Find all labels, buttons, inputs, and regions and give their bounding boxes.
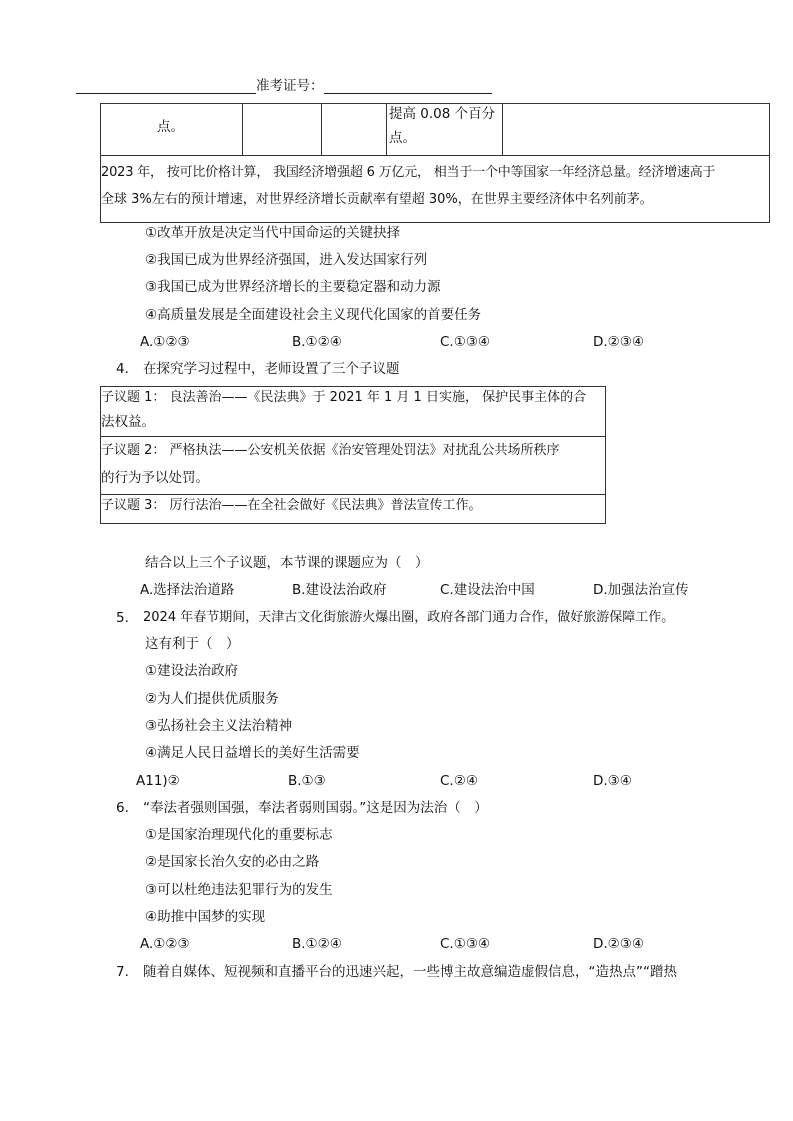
option-b[interactable]: B.建设法治政府: [292, 582, 387, 598]
statement-item: ②是国家长治久安的必由之路: [145, 854, 320, 870]
statement-item: ③可以杜绝违法犯罪行为的发生: [145, 882, 333, 898]
option-c[interactable]: C.①③④: [440, 936, 491, 952]
question-stem: 随着自媒体、短视频和直播平台的迅速兴起，一些博主故意编造虚假信息，“造热点”“蹭热: [143, 964, 677, 980]
sub-topic-3: 子议题 3： 厉行法治——在全社会做好《民法典》普法宣传工作。: [101, 498, 482, 513]
question-stem-cont: 这有利于（ ）: [145, 636, 240, 652]
table-cell-text: 点。: [157, 119, 184, 135]
question-number: 6.: [116, 800, 129, 816]
option-d[interactable]: D.②③④: [593, 334, 644, 350]
sub-topic-2: 子议题 2： 严格执法——公安机关依据《治安管理处罚法》对扰乱公共场所秩序: [101, 443, 560, 458]
question-number: 4.: [116, 361, 129, 377]
option-c[interactable]: C.建设法治中国: [440, 582, 535, 598]
statement-item: ①建设法治政府: [145, 663, 239, 679]
option-a[interactable]: A.选择法治道路: [140, 582, 235, 598]
question-stem: 2024 年春节期间，天津古文化街旅游火爆出圈，政府各部门通力合作，做好旅游保障工作。: [143, 610, 675, 625]
table-cell-text: 提高 0.08 个百分: [389, 106, 496, 122]
option-c[interactable]: C.①③④: [440, 334, 491, 350]
statement-item: ④满足人民日益增长的美好生活需要: [145, 745, 360, 761]
follow-up-question: 结合以上三个子议题，本节课的课题应为（ ）: [145, 555, 429, 571]
option-d[interactable]: D.③④: [593, 773, 632, 789]
option-b[interactable]: B.①②④: [292, 334, 342, 350]
exam-number-label: 准考证号：: [256, 78, 324, 94]
sub-topic-2-cont: 的行为予以处罚。: [101, 470, 209, 486]
question-number: 5.: [116, 610, 129, 626]
name-blank: [76, 79, 256, 94]
option-d[interactable]: D.加强法治宣传: [593, 582, 689, 598]
statement-item: ②我国已成为世界经济强国，进入发达国家行列: [145, 252, 428, 268]
option-a[interactable]: A11)②: [136, 773, 180, 789]
option-a[interactable]: A.①②③: [140, 334, 190, 350]
statement-item: ④高质量发展是全面建设社会主义现代化国家的首要任务: [145, 307, 482, 323]
statement-item: ③弘扬社会主义法治精神: [145, 718, 293, 734]
exam-number-blank: [324, 79, 492, 94]
option-d[interactable]: D.②③④: [593, 936, 644, 952]
statement-item: ②为人们提供优质服务: [145, 691, 279, 707]
option-b[interactable]: B.①②④: [292, 936, 342, 952]
question-stem: “奉法者强则国强，奉法者弱则国弱。”这是因为法治（ ）: [143, 800, 488, 816]
exam-header: [76, 78, 506, 94]
sub-topic-1-cont: 法权益。: [101, 414, 155, 430]
statement-item: ③我国已成为世界经济增长的主要稳定器和动力源: [145, 279, 441, 295]
sub-topic-1: 子议题 1： 良法善治——《民法典》于 2021 年 1 月 1 日实施， 保护民事主体的合: [101, 390, 587, 405]
statement-item: ①改革开放是决定当代中国命运的关键抉择: [145, 225, 401, 241]
option-c[interactable]: C.②④: [440, 773, 478, 789]
statement-item: ④助推中国梦的实现: [145, 909, 266, 925]
table-cell-text: 全球 3%左右的预计增速，对世界经济增长贡献率有望超 30%，在世界主要经济体中名列前茅。: [101, 192, 653, 207]
option-b[interactable]: B.①③: [288, 773, 326, 789]
question-number: 7.: [116, 964, 129, 980]
table-cell-text: 2023 年， 按可比价格计算， 我国经济增强超 6 万亿元， 相当于一个中等国家一年经济总量。经济增速高于: [101, 165, 716, 180]
question-stem: 在探究学习过程中，老师设置了三个子议题: [143, 361, 400, 377]
table-cell-text: 点。: [389, 130, 416, 146]
option-a[interactable]: A.①②③: [140, 936, 190, 952]
statement-item: ①是国家治理现代化的重要标志: [145, 827, 333, 843]
